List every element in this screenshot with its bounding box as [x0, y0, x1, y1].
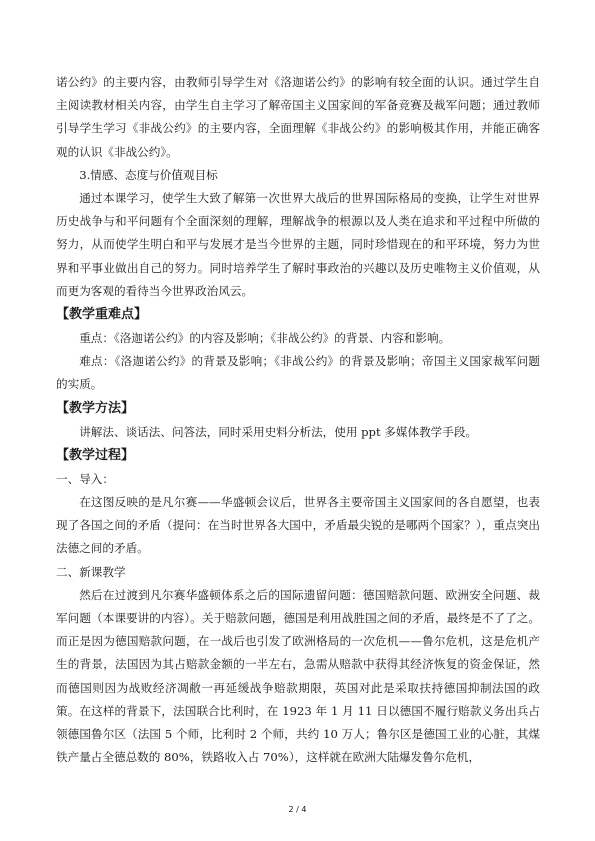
page-number: 2 / 4	[288, 805, 307, 814]
difficult-points: 难点：《洛迦诺公约》的背景及影响；《非战公约》的背景及影响；帝国主义国家裁军问题的实质。	[56, 354, 540, 392]
section1-title: 一、导入：	[56, 471, 114, 486]
heading-method: 【教学方法】	[56, 400, 135, 416]
heading-key-points: 【教学重难点】	[56, 307, 148, 323]
goal3-body: 通过本课学习，使学生大致了解第一次世界大战后的世界国际格局的变换，让学生对世界历史战争与和平问题有个全面深刻的理解，理解战争的根源以及人类在追求和平过程中所做的努力，从而使学生明白和平与发展才是当今世界的主题，同时珍惜现在的和平环境，努力为世界和平事业做出自己的努力。同时培养学生了解时事政治的兴趣以及历史唯物主义价值观，从而更为客观的看待当今世界政治风云。	[56, 191, 540, 298]
intro-paragraph: 诺公约》的主要内容，由教师引导学生对《洛迦诺公约》的影响有较全面的认识。通过学生自主阅读教材相关内容，由学生自主学习了解帝国主义国家间的军备竞赛及裁军问题；通过教师引导学生学习《非战公约》的主要内容，全面理解《非战公约》的影响极其作用，并能正确客观的认识《非战公约》。	[56, 75, 540, 159]
section2-title: 二、新课教学	[56, 564, 126, 579]
section2-body: 然后在过渡到凡尔赛华盛顿体系之后的国际遗留问题：德国赔款问题、欧洲安全问题、裁军问题（本课要讲的内容）。关于赔款问题，德国是利用战胜国之间的矛盾，最终是不了了之。而正是因为德国赔款问题，在一战后也引发了欧洲格局的一次危机——鲁尔危机，这是危机产生的背景，法国因为其占赔款金额的一半左右，急需从赔款中获得其经济恢复的资金保证，然而德国则因为战败经济凋敝一再延缓战争赔款期限，英国对此是采取扶持德国抑制法国的政策。在这样的背景下，法国联合比利时，在 1923 年 1 月 11 日以德国不履行赔款义务出兵占领德国鲁尔区（法国 5 个师，比利时 2 个师，共约 10 万人；鲁尔区是德国工业的心脏，其煤铁产量占全德总数的 80%，铁路收入占 70%），这样就在欧洲大陆爆发鲁尔危机，	[56, 587, 540, 765]
heading-process: 【教学过程】	[56, 447, 135, 463]
page-content	[56, 71, 540, 769]
goal3-title: 3.情感、态度与价值观目标	[79, 167, 218, 182]
key-points: 重点：《洛迦诺公约》的内容及影响；《非战公约》的背景、内容和影响。	[79, 331, 451, 346]
method-body: 讲解法、谈话法、问答法，同时采用史料分析法，使用 ppt 多媒体教学手段。	[79, 424, 478, 439]
section1-body: 在这图反映的是凡尔赛——华盛顿会议后，世界各主要帝国主义国家间的各自愿望，也表现了各国之间的矛盾（提问：在当时世界各大国中，矛盾最尖锐的是哪两个国家？），重点突出法德之间的矛盾。	[56, 495, 540, 556]
